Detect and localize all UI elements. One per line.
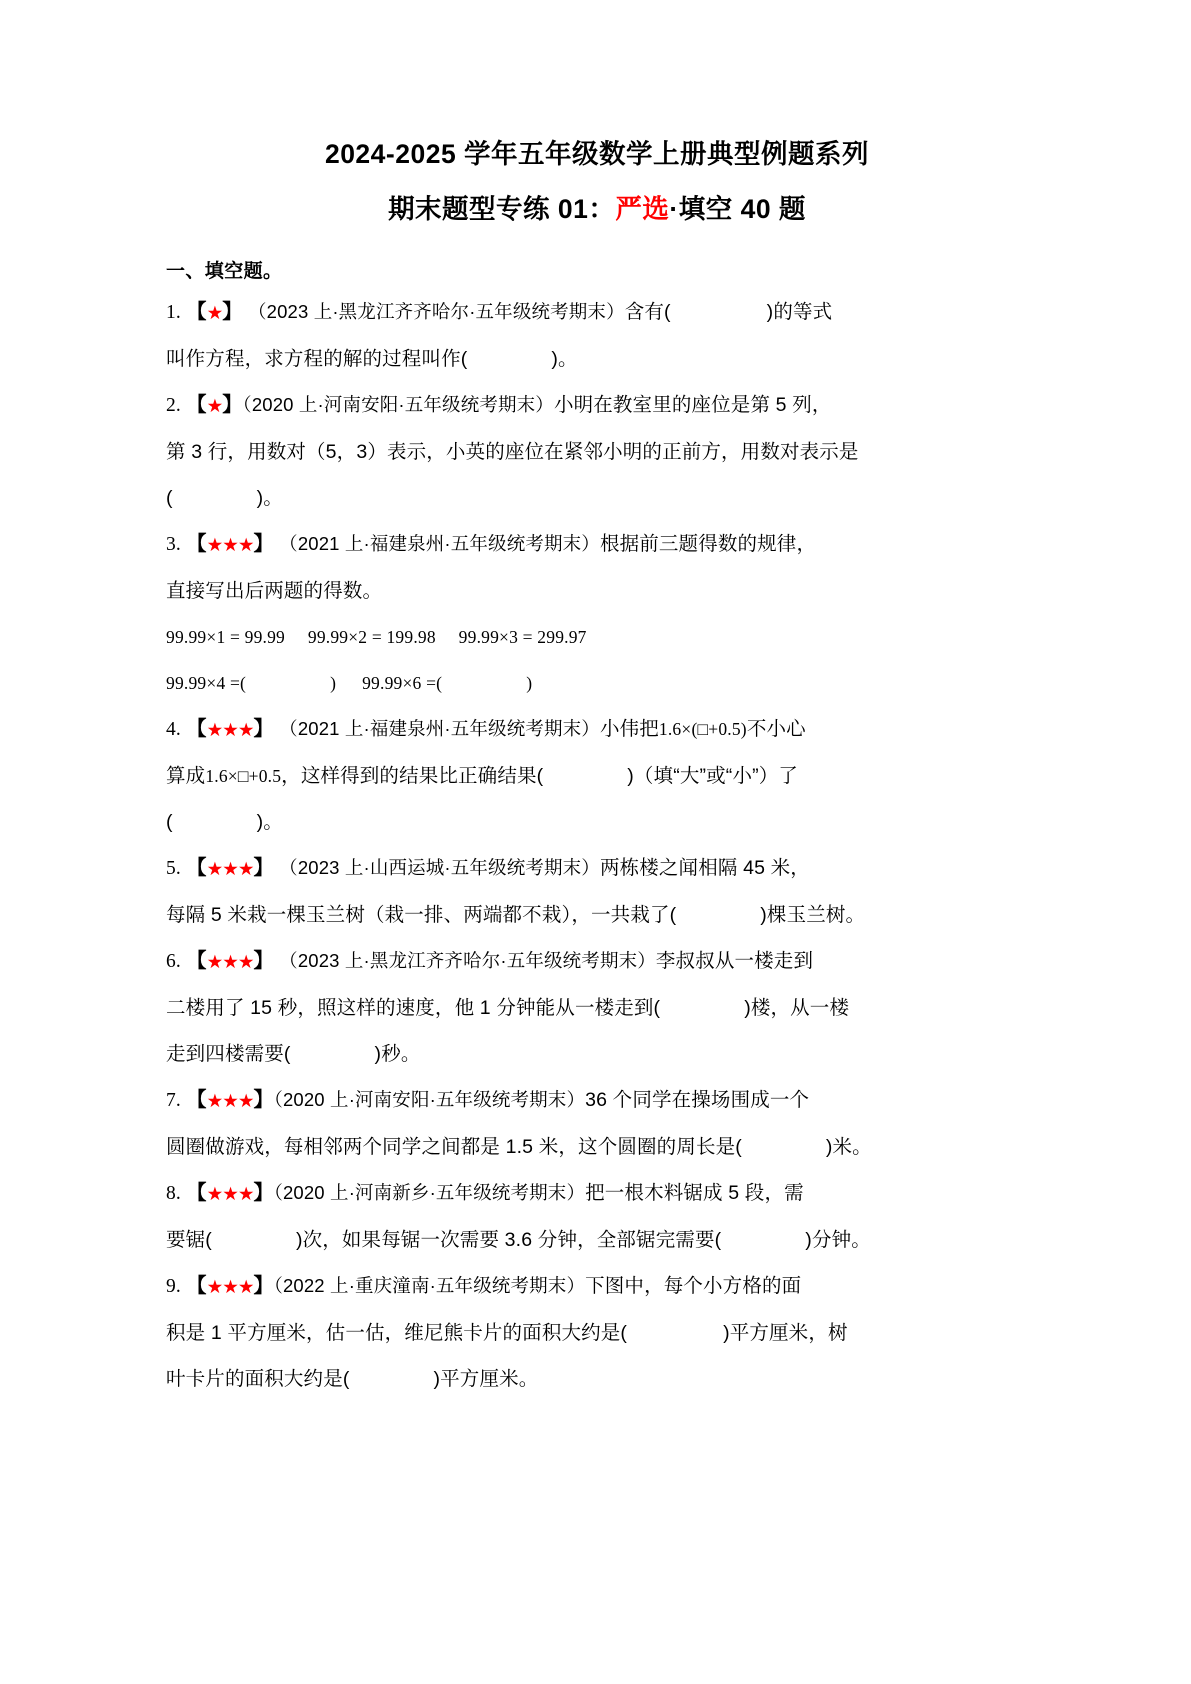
star-bracket-close: 】 xyxy=(222,301,243,324)
math-part-a: 99.99×4 =( xyxy=(166,673,247,694)
question-text-a: 根据前三题得数的规律， xyxy=(599,533,817,556)
star-bracket-open: 【 xyxy=(186,1275,207,1298)
question-number: 9. xyxy=(166,1276,181,1298)
question-source: （2021 上·福建泉州·五年级统考期末） xyxy=(279,718,600,740)
question-number: 5. xyxy=(166,858,181,880)
star-bracket-close: 】 xyxy=(253,950,274,973)
question-2 xyxy=(166,382,1028,521)
difficulty-stars: ★★★ xyxy=(206,1276,254,1298)
question-text-c: )楼，从一楼 xyxy=(744,997,850,1020)
difficulty-stars: ★★★ xyxy=(206,1090,254,1112)
question-source: （2021 上·福建泉州·五年级统考期末） xyxy=(279,533,600,555)
math-expression-line-1: 99.99×1 = 99.99 99.99×2 = 199.98 99.99×3 = 299.97 xyxy=(166,627,587,648)
question-text-a: 下图中，每个小方格的面 xyxy=(585,1275,802,1298)
question-text-d: 叶卡片的面积大约是( xyxy=(166,1368,350,1391)
question-source: （2023 上·黑龙江齐齐哈尔·五年级统考期末） xyxy=(248,301,625,323)
question-text-a: 把一根木料锯成 5 段，需 xyxy=(585,1182,804,1205)
question-number: 3. xyxy=(166,534,181,556)
question-text-b: 积是 1 平方厘米，估一估，维尼熊卡片的面积大约是( xyxy=(166,1322,628,1345)
math-part-b: ) xyxy=(330,673,337,694)
question-number: 6. xyxy=(166,951,181,973)
question-text-b: 二楼用了 15 秒，照这样的速度，他 1 分钟能从一楼走到( xyxy=(166,997,661,1020)
question-number: 7. xyxy=(166,1090,181,1112)
star-bracket-close: 】 xyxy=(253,1182,274,1205)
question-source: （2020 上·河南安阳·五年级统考期末） xyxy=(273,1089,586,1111)
question-6 xyxy=(166,938,1028,1077)
question-text-d: )分钟。 xyxy=(805,1229,871,1252)
inline-math-b: 1.6×□+0.5 xyxy=(205,766,282,787)
question-text-b: 直接写出后两题的得数。 xyxy=(166,580,383,603)
difficulty-stars: ★★★ xyxy=(206,858,254,880)
difficulty-stars: ★ xyxy=(206,302,223,324)
math-part-d: ) xyxy=(526,673,533,694)
question-text-b: 要锯( xyxy=(166,1229,212,1252)
question-text-a: 小明在教室里的座位是第 5 列， xyxy=(553,394,832,417)
question-text-g: )。 xyxy=(256,811,283,834)
question-9 xyxy=(166,1263,1028,1402)
subtitle-accent: 严选 xyxy=(615,194,670,225)
question-text-a: 小伟把 xyxy=(599,718,659,741)
difficulty-stars: ★★★ xyxy=(206,534,254,556)
section-heading: 一、填空题。 xyxy=(166,261,283,283)
question-text-c: )平方厘米，树 xyxy=(723,1322,848,1345)
difficulty-stars: ★★★ xyxy=(206,951,254,973)
question-text-c: )次，如果每锯一次需要 3.6 分钟，全部锯完需要( xyxy=(295,1229,722,1252)
star-bracket-open: 【 xyxy=(186,533,207,556)
question-text-c: 叫作方程，求方程的解的过程叫作( xyxy=(166,348,468,371)
question-text-b: 圆圈做游戏，每相邻两个同学之间都是 1.5 米，这个圆圈的周长是( xyxy=(166,1136,742,1159)
title-block xyxy=(166,138,1028,226)
question-text-b: )的等式 xyxy=(766,301,833,324)
math-part-c: 99.99×6 =( xyxy=(362,673,443,694)
document-title: 2024-2025 学年五年级数学上册典型例题系列 xyxy=(324,139,870,169)
question-number: 4. xyxy=(166,719,181,741)
difficulty-stars: ★ xyxy=(206,395,223,417)
star-bracket-open: 【 xyxy=(186,857,207,880)
question-number: 1. xyxy=(166,302,181,324)
question-text-d: )。 xyxy=(551,348,578,371)
question-text-e: )秒。 xyxy=(374,1043,421,1066)
question-source: （2020 上·河南新乡·五年级统考期末） xyxy=(273,1182,586,1204)
question-text-a: 两栋楼之闻相隔 45 米， xyxy=(599,857,810,880)
star-bracket-close: 】 xyxy=(253,1089,274,1112)
question-number: 2. xyxy=(166,395,181,417)
difficulty-stars: ★★★ xyxy=(206,719,254,741)
star-bracket-close: 】 xyxy=(253,1275,274,1298)
subtitle-suffix: ·填空 40 题 xyxy=(669,194,806,225)
question-text-a: 含有( xyxy=(624,301,671,324)
question-text-d: 走到四楼需要( xyxy=(166,1043,291,1066)
question-number: 8. xyxy=(166,1183,181,1205)
question-text-a: 36 个同学在操场围成一个 xyxy=(585,1089,810,1112)
question-source: （2023 上·山西运城·五年级统考期末） xyxy=(279,857,600,879)
question-8 xyxy=(166,1170,1028,1263)
star-bracket-close: 】 xyxy=(253,857,274,880)
star-bracket-open: 【 xyxy=(186,1089,207,1112)
question-text-c: )米。 xyxy=(825,1136,872,1159)
question-text-b: 每隔 5 米栽一棵玉兰树（栽一排、两端都不栽），一共栽了( xyxy=(166,904,677,927)
star-bracket-close: 】 xyxy=(253,533,274,556)
subtitle-prefix: 期末题型专练 01： xyxy=(388,194,616,225)
question-source: （2022 上·重庆潼南·五年级统考期末） xyxy=(273,1275,586,1297)
question-source: （2020 上·河南安阳·五年级统考期末） xyxy=(242,394,554,416)
star-bracket-close: 】 xyxy=(253,718,274,741)
question-text-c: )棵玉兰树。 xyxy=(760,904,866,927)
difficulty-stars: ★★★ xyxy=(206,1183,254,1205)
question-1 xyxy=(166,289,1028,382)
inline-math-a: 1.6×(□+0.5) xyxy=(658,719,747,740)
question-text-c: 算成 xyxy=(166,765,206,788)
question-4 xyxy=(166,706,1028,845)
star-bracket-open: 【 xyxy=(186,718,207,741)
question-text-a: 李叔叔从一楼走到 xyxy=(655,950,814,973)
star-bracket-open: 【 xyxy=(186,301,207,324)
star-bracket-open: 【 xyxy=(186,950,207,973)
document-subtitle xyxy=(166,193,1028,226)
question-text-d: ，这样得到的结果比正确结果( xyxy=(281,765,544,788)
question-text-b: 不小心 xyxy=(746,718,806,741)
star-bracket-open: 【 xyxy=(186,1182,207,1205)
question-5 xyxy=(166,845,1028,938)
question-text-c: ( xyxy=(166,487,173,510)
question-text-f: ( xyxy=(166,811,173,834)
question-text-e: )（填“大”或“小”）了 xyxy=(627,765,799,788)
page-content xyxy=(166,0,1028,1402)
question-3 xyxy=(166,521,1028,614)
question-text-e: )平方厘米。 xyxy=(433,1368,539,1391)
question-source: （2023 上·黑龙江齐齐哈尔·五年级统考期末） xyxy=(279,950,656,972)
star-bracket-close: 】 xyxy=(222,394,243,417)
star-bracket-open: 【 xyxy=(186,394,207,417)
question-text-b: 第 3 行，用数对（5，3）表示，小英的座位在紧邻小明的正前方，用数对表示是 xyxy=(166,441,859,464)
question-text-d: )。 xyxy=(256,487,283,510)
question-7 xyxy=(166,1077,1028,1170)
math-expression-line-2 xyxy=(166,660,1028,706)
